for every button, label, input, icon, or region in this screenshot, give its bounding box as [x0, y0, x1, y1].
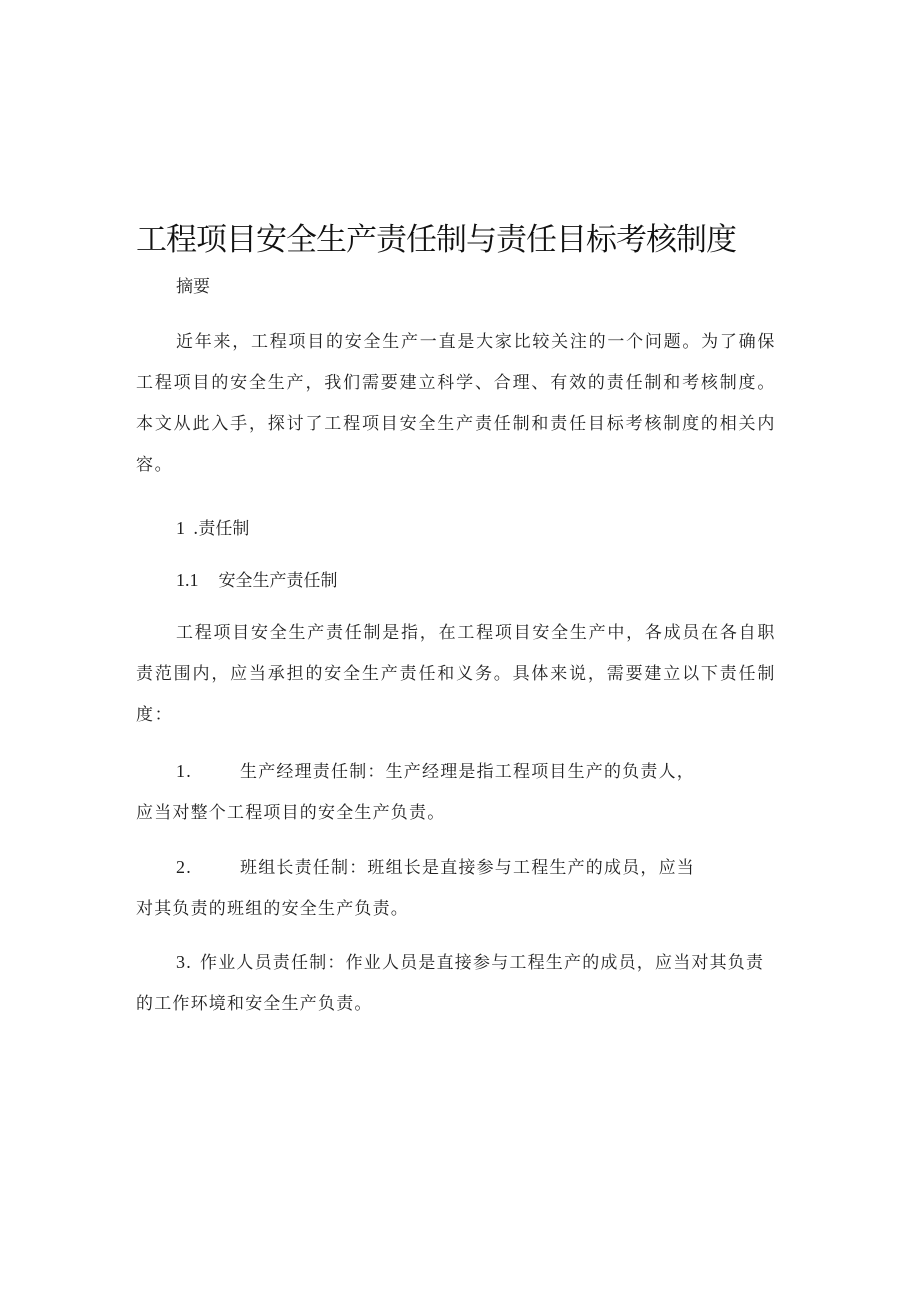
section-1-1-number: 1.1 [176, 570, 199, 590]
section-1-heading [176, 514, 816, 543]
list-item-line1: 作业人员责任制：作业人员是直接参与工程生产的成员，应当对其负责 [200, 953, 765, 973]
list-item-number: 3. [176, 952, 192, 972]
section-1-number: 1 [176, 518, 185, 538]
list-item-line1: 生产经理责任制：生产经理是指工程项目生产的负责人， [240, 762, 695, 782]
list-item-line1: 班组长责任制：班组长是直接参与工程生产的成员，应当 [240, 858, 695, 878]
list-item-number: 2. [176, 857, 192, 877]
abstract-heading: 摘要 [176, 277, 210, 297]
list-item-line2: 应当对整个工程项目的安全生产负责。 [136, 803, 446, 823]
document-title: 工程项目安全生产责任制与责任目标考核制度 [136, 222, 736, 258]
list-item-number: 1. [176, 761, 192, 781]
list-item-line2: 对其负责的班组的安全生产负责。 [136, 899, 409, 919]
section-1-1-paragraph: 工程项目安全生产责任制是指，在工程项目安全生产中，各成员在各自职责范围内，应当承担的安全生产责任和义务。具体来说，需要建立以下责任制度： [136, 623, 776, 725]
list-item [136, 847, 776, 930]
list-item-line2: 的工作环境和安全生产负责。 [136, 994, 373, 1014]
list-item [136, 751, 776, 834]
list-item [136, 942, 776, 1025]
section-1-1-label: 安全生产责任制 [218, 571, 338, 591]
abstract-paragraph: 近年来，工程项目的安全生产一直是大家比较关注的一个问题。为了确保工程项目的安全生产，我们需要建立科学、合理、有效的责任制和考核制度。本文从此入手，探讨了工程项目安全生产责任制和责任目标考核制度的相关内容。 [136, 332, 776, 475]
section-1-label: .责任制 [193, 519, 250, 539]
section-1-1-heading [176, 566, 816, 595]
